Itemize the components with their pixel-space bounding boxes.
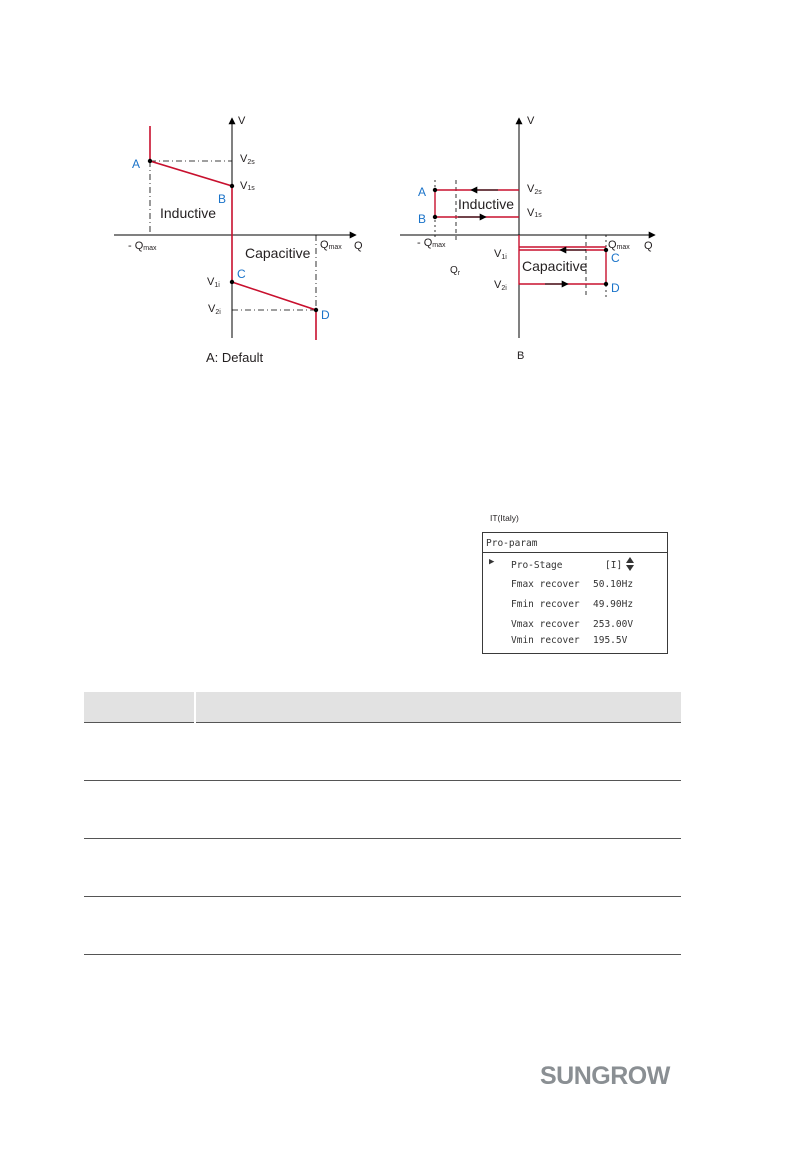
table-cell — [195, 897, 681, 955]
diagram-a-qv-curve — [150, 126, 316, 340]
diagram-b-neg-qmax-label: - Qmax — [417, 237, 446, 249]
lcd-row-label: Vmax recover — [511, 619, 580, 630]
diagram-b — [400, 115, 655, 362]
diagram-b-point-c: C — [611, 251, 620, 265]
table-row — [84, 723, 681, 781]
diagram-a-qmax-label: Qmax — [320, 239, 342, 251]
table-cell — [195, 781, 681, 839]
diagram-a-point-a: A — [132, 157, 141, 171]
lcd-row-fmax[interactable] — [511, 579, 580, 590]
diagram-a-q-label: Q — [354, 240, 363, 252]
lcd-row-label: Fmax recover — [511, 579, 580, 590]
diagram-a — [114, 115, 363, 365]
lcd-row-label: Fmin recover — [511, 599, 580, 610]
diagram-a-point-b: B — [218, 192, 227, 206]
lcd-title: Pro-param — [486, 538, 538, 549]
diagram-a-point-c: C — [237, 267, 246, 281]
diagram-b-v1i-label: V1i — [494, 248, 507, 261]
table-header-cell — [84, 692, 195, 723]
diagram-a-v1i-label: V1i — [207, 276, 220, 289]
diagram-b-q-label: Q — [644, 240, 653, 252]
table-header-row — [84, 692, 681, 723]
parameter-table — [84, 692, 681, 955]
diagram-b-v1s-label: V1s — [527, 207, 542, 219]
diagram-a-point-c-marker — [230, 280, 234, 284]
lcd-row-pro-stage[interactable] — [511, 560, 562, 571]
diagram-b-point-d: D — [611, 281, 620, 295]
lcd-row-value: 253.00V — [593, 619, 634, 630]
table-cell — [84, 897, 195, 955]
table-cell — [195, 723, 681, 781]
table-row — [84, 839, 681, 897]
lcd-row-value: 49.90Hz — [593, 599, 634, 610]
selection-pointer-icon: ▶ — [489, 557, 495, 567]
diagram-b-v2s-label: V2s — [527, 183, 542, 196]
lcd-row-vmin[interactable] — [511, 635, 580, 646]
diagram-b-point-b-marker — [433, 215, 437, 219]
sungrow-logo — [540, 1062, 680, 1090]
diagram-b-point-a-marker — [433, 188, 437, 192]
diagram-a-v1s-label: V1s — [240, 180, 255, 192]
lcd-row-vmax[interactable] — [511, 619, 580, 630]
diagram-a-point-d: D — [321, 308, 330, 322]
table-cell — [84, 839, 195, 897]
lcd-row-label: Vmin recover — [511, 635, 580, 646]
lcd-row-fmin[interactable] — [511, 599, 580, 610]
lcd-row-value: 50.10Hz — [593, 579, 634, 590]
diagram-a-point-d-marker — [314, 308, 318, 312]
lcd-row-value: 195.5V — [593, 635, 628, 646]
qv-curve-diagrams — [0, 0, 794, 400]
diagram-a-v2s-label: V2s — [240, 153, 255, 166]
diagram-a-neg-qmax-label: - Qmax — [128, 240, 157, 252]
table-header-cell — [195, 692, 681, 723]
diagram-a-caption: A: Default — [206, 350, 264, 365]
diagram-b-v2i-label: V2i — [494, 279, 507, 292]
diagram-a-point-a-marker — [148, 159, 152, 163]
lcd-screen — [482, 532, 668, 654]
diagram-b-point-b: B — [418, 212, 427, 226]
up-down-arrows-icon[interactable] — [625, 556, 635, 572]
diagram-a-inductive-label: Inductive — [160, 205, 217, 221]
table-cell — [84, 723, 195, 781]
logo-text: SUNGROW — [540, 1062, 670, 1090]
diagram-b-caption: B — [517, 350, 525, 362]
lcd-caption: IT(Italy) — [490, 513, 519, 523]
diagram-a-capacitive-label: Capacitive — [245, 245, 311, 261]
diagram-b-v-label: V — [527, 115, 535, 127]
diagram-a-v2i-label: V2i — [208, 303, 221, 316]
diagram-b-qmax-label: Qmax — [608, 239, 630, 251]
diagram-a-point-b-marker — [230, 184, 234, 188]
lcd-divider — [483, 552, 667, 553]
table-row — [84, 781, 681, 839]
diagram-b-point-d-marker — [604, 282, 608, 286]
table-cell — [195, 839, 681, 897]
diagram-b-inductive-label: Inductive — [458, 196, 515, 212]
table-row — [84, 897, 681, 955]
table-cell — [84, 781, 195, 839]
diagram-b-qr-label: $Q_r$ — [450, 265, 461, 277]
diagram-b-point-a: A — [418, 185, 427, 199]
diagram-a-v-label: V — [238, 115, 246, 127]
lcd-row-value: [I] — [605, 560, 623, 571]
diagram-b-capacitive-label: Capacitive — [522, 258, 588, 274]
lcd-row-label: Pro-Stage — [511, 560, 563, 571]
